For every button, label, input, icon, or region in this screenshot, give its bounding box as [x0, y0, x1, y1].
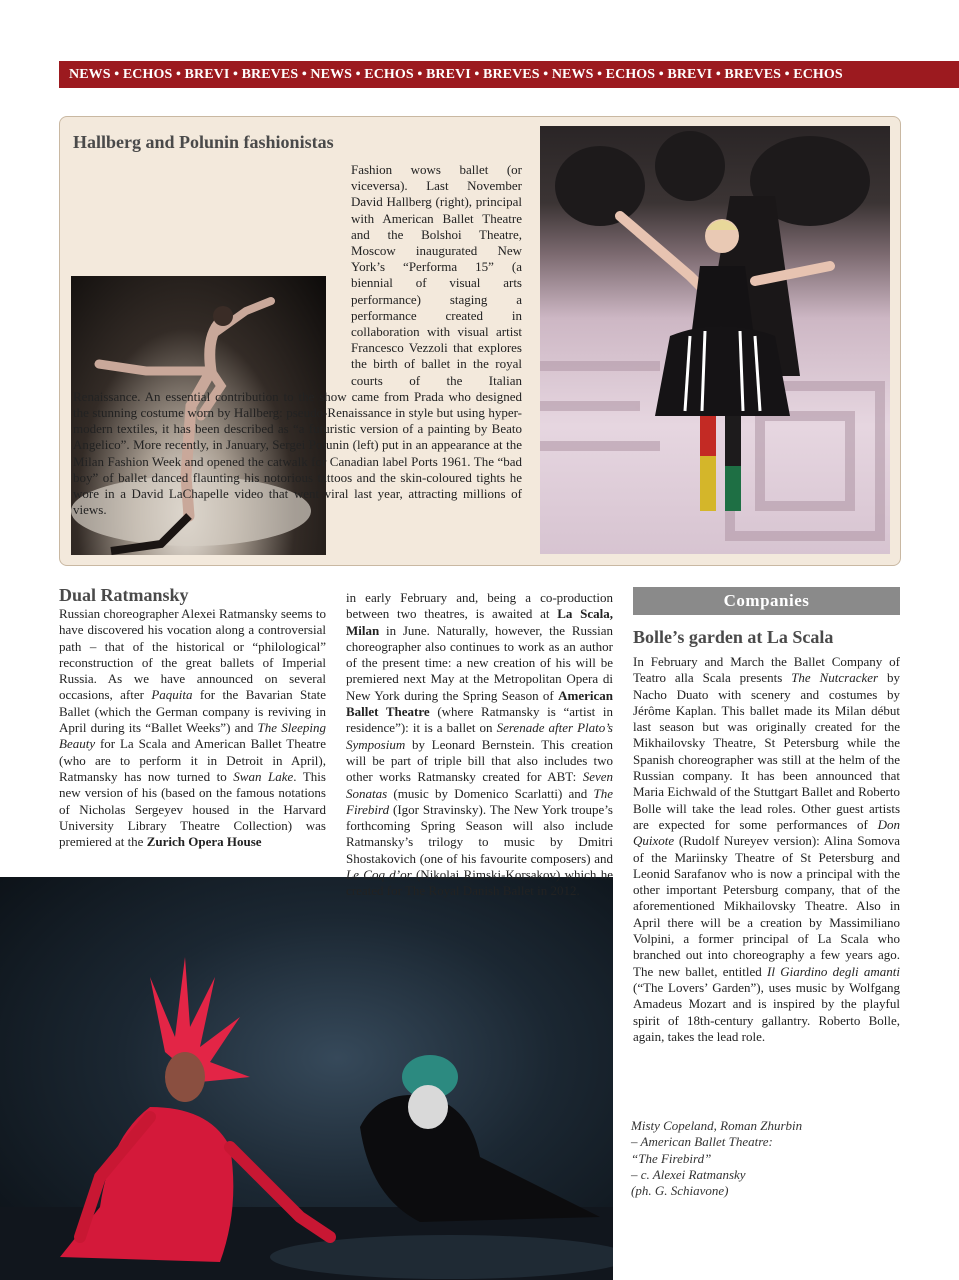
company-name: American Ballet Theatre — [346, 687, 613, 720]
text-run: . This new version of his (based on the famous notations of Nicholas Sergeyev housed in the Harvard University Library Theatre Collection) was premiered at the — [59, 768, 326, 850]
caption-line: – American Ballet Theatre: — [631, 1134, 773, 1150]
text-run: (Igor Stravinsky). The New York troupe’s forthcoming Spring Season will also include Ratmansky’s trilogy to music by Dmitri Shostakovich (one of his favourite composers) and — [346, 801, 613, 866]
hallberg-photo — [540, 126, 890, 554]
work-title: Seven Sonatas — [346, 769, 613, 801]
work-title: Swan Lake — [233, 768, 294, 784]
venue-name: Zurich Opera House — [146, 834, 262, 850]
text-wrap-spacer — [73, 259, 351, 385]
text-run: in June. Naturally, however, the Russian choreographer also continues to work as an author of the present time: a new creation of his will be premiered next May at the Metropolitan Opera di New York during the Spring Season of — [346, 622, 613, 703]
work-title: Paquita — [151, 687, 193, 703]
feature-body-text: Fashion wows ballet (or viceversa). Last November David Hallberg (right), principal with American Ballet Theatre and the Bolshoi Theatre, Moscow inaugurated New York’s “Performa 15” (a biennial of visual arts performance) staging a performance created in collaboration with visual artist Francesco Vezzoli that explores the birth of ballet in the royal courts of the Italian Renaissance. An essential contribution to the show came from Prada who designed the stunning costume worn by Hallberg: pseudo-Renaissance in style but using hyper-modern textiles, it has been described as “a futuristic version of a painting by Beato Angelico”. More recently, in January, Sergei Polunin (left) put in an appearance at the Milan Fashion Week and opened the catwalk for Canadian label Ports 1961. The “bad boy” of ballet danced flaunting his notorious tattoos and the skin-coloured tights he wore in a David LaChapelle video that went viral last year, attracting millions of views. — [73, 162, 522, 518]
companies-body — [633, 654, 900, 1045]
feature-title: Hallberg and Polunin fashionistas — [73, 132, 334, 152]
text-run: for the Bavarian State Ballet (which the German company is reviving in April during its “Ballet Weeks”) and — [59, 687, 326, 736]
work-title: Serenade after Plato’s Symposium — [346, 720, 613, 752]
text-run: (Rudolf Nureyev version): Alina Somova of the Mariinsky Theatre of St Petersburg and Leonid Sarafanov who is now a principal with the other important Petersburg company, that of the aforementioned Mikhailovsky Theatre. Also in April there will be a creation by Massimiliano Volpini, a former principal of La Scala who branched out into choreography a few years ago. The new ballet, entitled — [633, 833, 900, 979]
text-run: (music by Domenico Scarlatti) and — [387, 785, 594, 801]
work-title: Don Quixote — [633, 816, 900, 849]
text-run: In February and March the Ballet Company of Teatro alla Scala presents — [633, 654, 900, 686]
text-run: for La Scala and American Ballet Theatre (who are to perform it in Detroit in April), Ratmansky has now turned to — [59, 736, 326, 784]
caption-line: – c. Alexei Ratmansky — [631, 1166, 746, 1182]
ratmansky-col-2 — [346, 590, 613, 900]
companies-header: Companies — [633, 587, 900, 615]
text-run: by Nacho Duato with scenery and costumes by Jérôme Kaplan. This ballet made its Milan début last season but was originally created for the Mikhailovsky Theatre, St Petersburg while the Spanish choreographer was still at the helm of the Russian company. It has been announced that Maria Eichwald of the Stuttgart Ballet and Roberto Bolle will take the lead roles. Other guest artists are expected for some performances of — [633, 670, 901, 832]
section-banner: NEWS • ECHOS • BREVI • BREVES • NEWS • ECHOS • BREVI • BREVES • NEWS • ECHOS • BREVI • BREVES • ECHOS — [59, 61, 959, 88]
text-run: (Nikolai Rimski-Korsakov) which he created for The Royal Danish Ballet in 2012. — [346, 867, 614, 899]
feature-body — [73, 162, 522, 518]
venue-name: La Scala, Milan — [346, 606, 613, 638]
photo-caption — [631, 1118, 891, 1199]
work-title: Le Coq d’or — [346, 867, 412, 883]
caption-line: (ph. G. Schiavone) — [631, 1183, 729, 1199]
work-title: Il Giardino degli amanti — [767, 963, 900, 979]
ratmansky-title: Dual Ratmansky — [59, 585, 189, 605]
caption-line: Misty Copeland, Roman Zhurbin — [631, 1118, 803, 1133]
work-title: The Nutcracker — [791, 670, 879, 686]
text-run: in early February and, being a co-production between two theatres, is awaited at — [346, 590, 613, 622]
caption-line: “The Firebird” — [631, 1150, 712, 1166]
work-title: The Sleeping Beauty — [59, 720, 326, 752]
text-run: (where Ratmansky is “artist in residence”): it is a ballet on — [346, 704, 613, 736]
firebird-photo — [0, 877, 613, 1280]
text-run: Russian choreographer Alexei Ratmansky seems to have discovered his vocation along a controversial path – that of the historical or “philological” reconstruction of the great ballets of Imperial Russia. As we have announced on several occasions, after — [59, 606, 326, 703]
ratmansky-col-1 — [59, 606, 326, 850]
companies-title: Bolle’s garden at La Scala — [633, 627, 834, 647]
text-run: by Leonard Bernstein. This creation will be part of triple bill that also includes two other works Ratmansky created for ABT: — [346, 736, 613, 785]
work-title: The Firebird — [346, 785, 613, 817]
text-run: (“The Lovers’ Garden”), uses music by Wolfgang Amadeus Mozart and is inspired by the playful spirit of 18th-century gallantry. Roberto Bolle, again, takes the lead role. — [633, 979, 900, 1044]
